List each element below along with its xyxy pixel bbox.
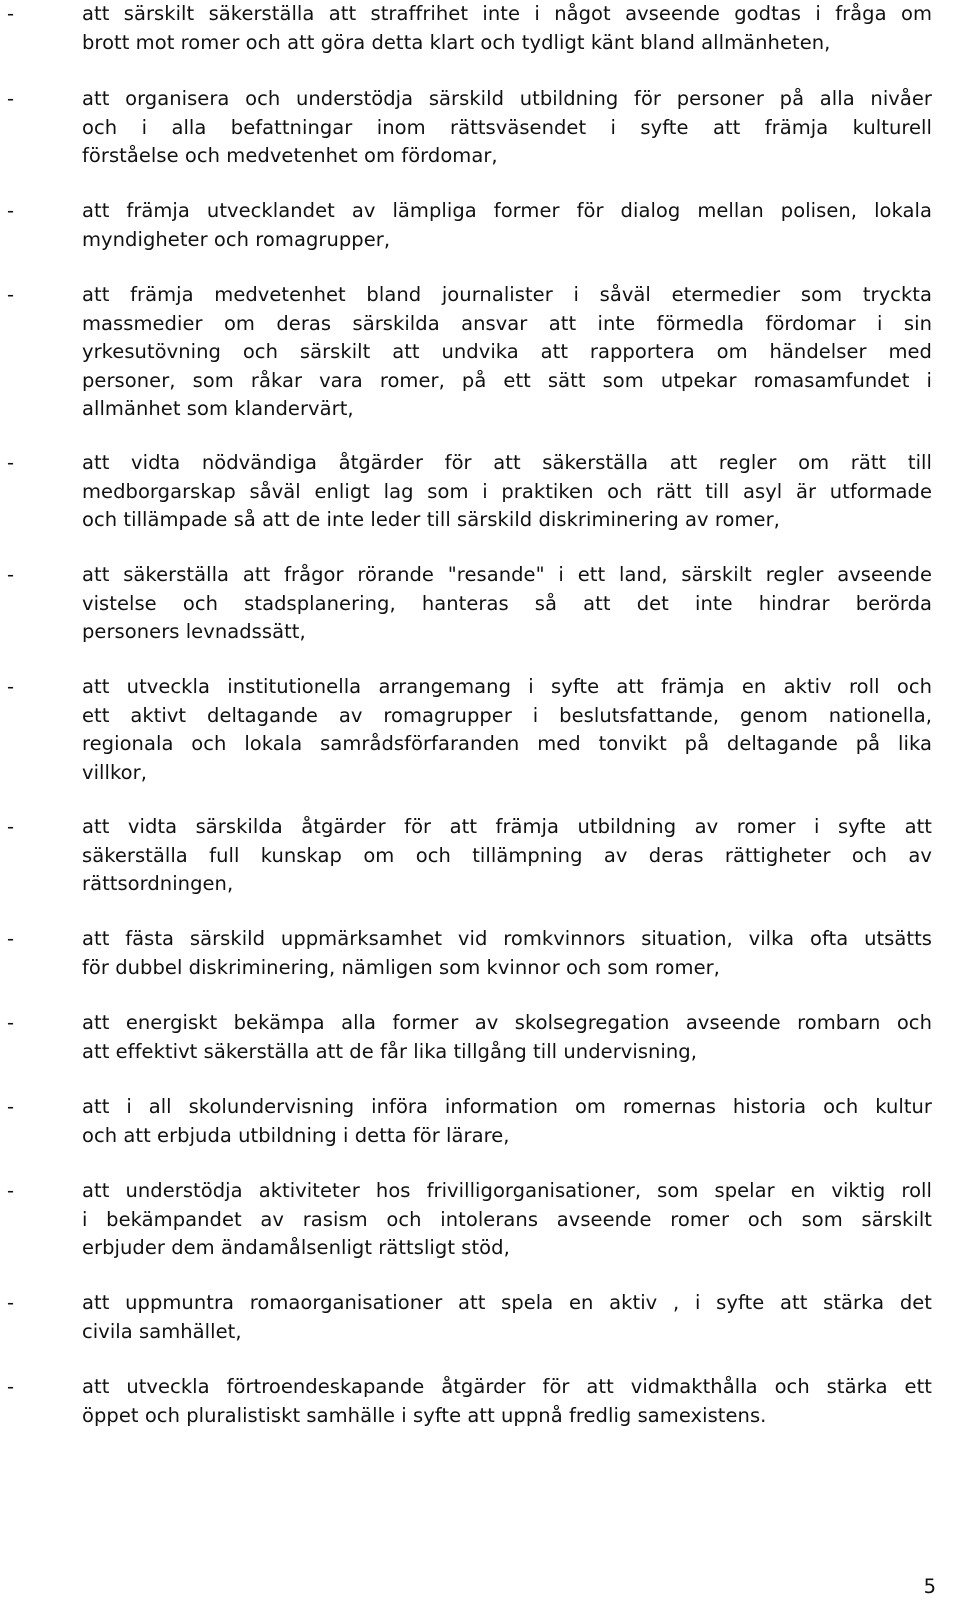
text-line: att främja medvetenhet bland journalister i såväl etermedier som tryckta — [82, 283, 932, 306]
text-line: rättsordningen, — [82, 872, 234, 895]
text-line: att säkerställa att frågor rörande "resande" i ett land, särskilt regler avseende — [82, 563, 932, 586]
text-line: att särskilt säkerställa att straffrihet inte i något avseende godtas i fråga om — [82, 2, 932, 25]
text-line: yrkesutövning och särskilt att undvika att rapportera om händelser med — [82, 340, 932, 363]
text-line: och att erbjuda utbildning i detta för lärare, — [82, 1123, 510, 1147]
text-line: att utveckla förtroendeskapande åtgärder för att vidmakthålla och stärka ett — [82, 1375, 932, 1398]
page-number: 5 — [923, 1575, 936, 1598]
text-line: personers levnadssätt, — [82, 620, 306, 643]
list-item-text — [82, 1177, 932, 1263]
text-line: att organisera och understödja särskild utbildning för personer på alla nivåer — [82, 87, 932, 110]
list-item-text — [82, 0, 932, 57]
list-bullet: - — [7, 1375, 15, 1398]
text-line: att understödja aktiviteter hos frivilligorganisationer, som spelar en viktig roll — [82, 1179, 932, 1202]
list-item-text — [82, 449, 932, 535]
text-line: att fästa särskild uppmärksamhet vid romkvinnors situation, vilka ofta utsätts — [82, 927, 932, 950]
text-line: att energiskt bekämpa alla former av skolsegregation avseende rombarn och — [82, 1011, 932, 1034]
list-item-text — [82, 281, 932, 424]
text-line: civila samhället, — [82, 1319, 242, 1343]
text-line: förståelse och medvetenhet om fördomar, — [82, 144, 498, 167]
text-line: medborgarskap såväl enligt lag som i praktiken och rätt till asyl är utformade — [82, 479, 932, 503]
text-line: att uppmuntra romaorganisationer att spela en aktiv , i syfte att stärka det — [82, 1291, 932, 1314]
list-item-text — [82, 1093, 932, 1150]
text-line: ett aktivt deltagande av romagrupper i beslutsfattande, genom nationella, — [82, 703, 932, 727]
list-bullet: - — [7, 451, 15, 474]
text-line: och i alla befattningar inom rättsväsendet i syfte att främja kulturell — [82, 115, 932, 139]
list-item-text — [82, 1289, 932, 1346]
text-line: att i all skolundervisning införa information om romernas historia och kultur — [82, 1095, 932, 1118]
text-line: vistelse och stadsplanering, hanteras så att det inte hindrar berörda — [82, 591, 932, 615]
list-bullet: - — [7, 675, 15, 698]
list-bullet: - — [7, 2, 15, 25]
list-item-text — [82, 561, 932, 647]
list-bullet: - — [7, 199, 15, 222]
list-item-text — [82, 197, 932, 254]
list-bullet: - — [7, 87, 15, 110]
text-line: myndigheter och romagrupper, — [82, 227, 391, 251]
text-line: att vidta nödvändiga åtgärder för att säkerställa att regler om rätt till — [82, 451, 932, 474]
list-item-text — [82, 673, 932, 787]
text-line: att utveckla institutionella arrangemang i syfte att främja en aktiv roll och — [82, 675, 932, 698]
text-line: för dubbel diskriminering, nämligen som kvinnor och som romer, — [82, 955, 720, 979]
text-line: personer, som råkar vara romer, på ett sätt som utpekar romasamfundet i — [82, 368, 932, 392]
text-line: att vidta särskilda åtgärder för att främja utbildning av romer i syfte att — [82, 815, 932, 838]
text-line: massmedier om deras särskilda ansvar att inte förmedla fördomar i sin — [82, 311, 932, 335]
list-bullet: - — [7, 1011, 15, 1034]
list-bullet: - — [7, 1291, 15, 1314]
list-bullet: - — [7, 1095, 15, 1118]
list-item-text — [82, 1009, 932, 1066]
text-line: säkerställa full kunskap om och tillämpning av deras rättigheter och av — [82, 843, 932, 867]
text-line: villkor, — [82, 760, 147, 784]
list-bullet: - — [7, 927, 15, 950]
text-line: regionala och lokala samrådsförfaranden med tonvikt på deltagande på lika — [82, 732, 932, 755]
text-line: i bekämpandet av rasism och intolerans avseende romer och som särskilt — [82, 1207, 932, 1231]
text-line: att effektivt säkerställa att de får lika tillgång till undervisning, — [82, 1039, 697, 1063]
list-bullet: - — [7, 815, 15, 838]
text-line: öppet och pluralistiskt samhälle i syfte att uppnå fredlig samexistens. — [82, 1403, 767, 1427]
text-line: erbjuder dem ändamålsenligt rättsligt stöd, — [82, 1236, 510, 1259]
list-item-text — [82, 85, 932, 171]
list-bullet: - — [7, 1179, 15, 1202]
list-bullet: - — [7, 283, 15, 306]
list-bullet: - — [7, 563, 15, 586]
text-line: och tillämpade så att de inte leder till särskild diskriminering av romer, — [82, 508, 780, 531]
list-item-text — [82, 925, 932, 982]
text-line: allmänhet som klandervärt, — [82, 397, 354, 420]
list-item-text — [82, 1373, 932, 1430]
list-item-text — [82, 813, 932, 899]
text-line: att främja utvecklandet av lämpliga former för dialog mellan polisen, lokala — [82, 199, 932, 222]
text-line: brott mot romer och att göra detta klart och tydligt känt bland allmänheten, — [82, 30, 831, 54]
